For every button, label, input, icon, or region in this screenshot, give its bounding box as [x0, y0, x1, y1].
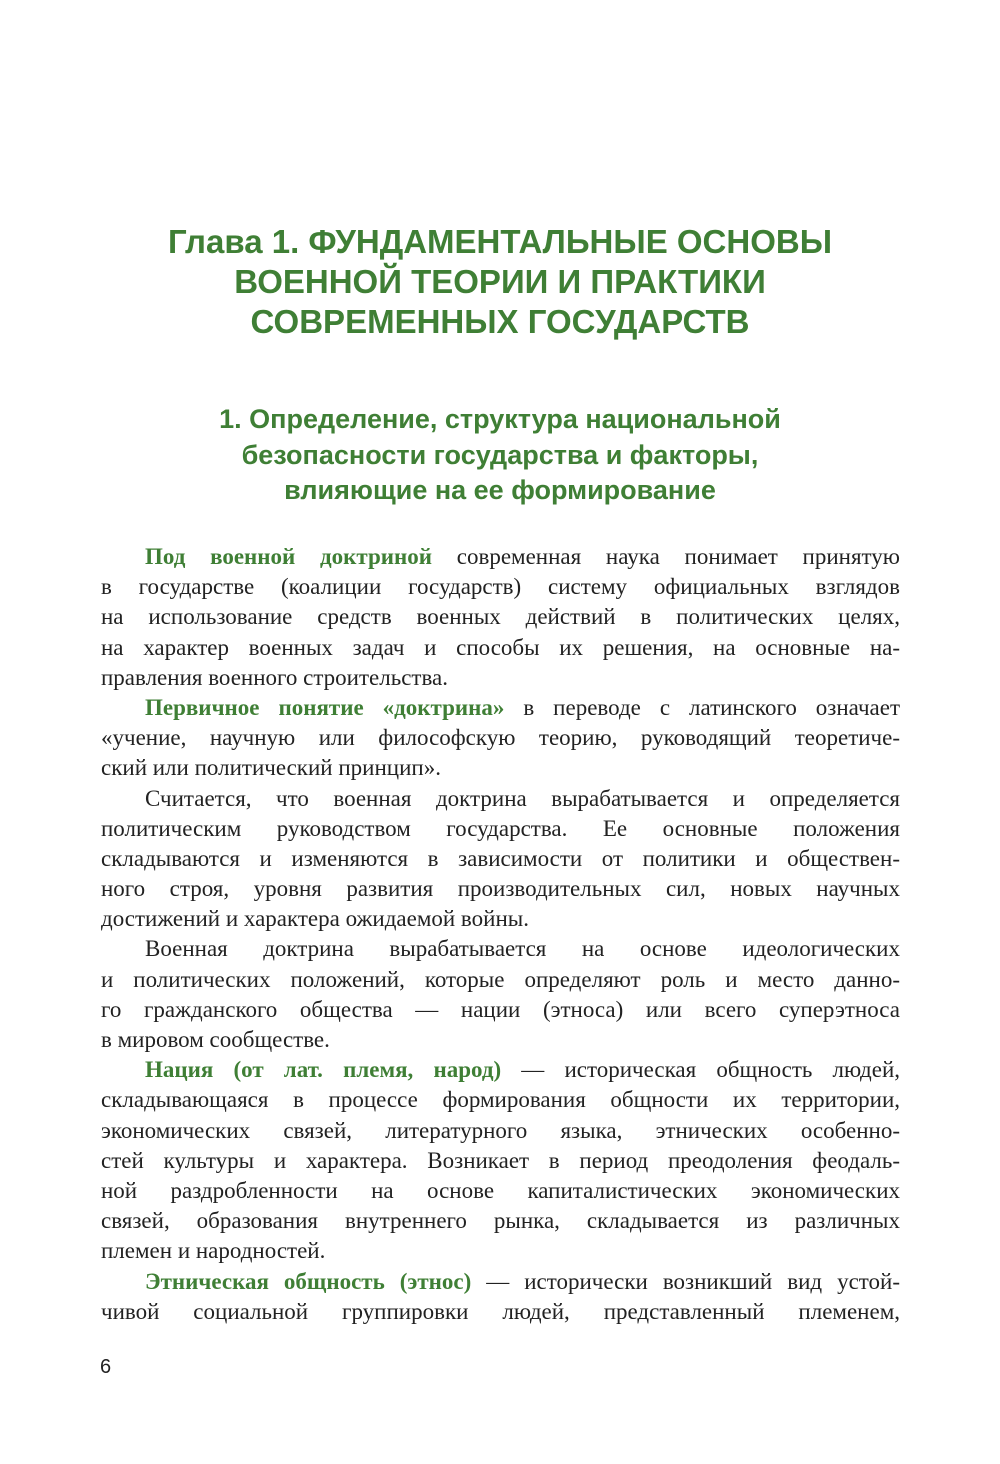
chapter-title — [0, 222, 1000, 342]
line-text: экономических связей, литературного языка, этнических особенно- — [101, 1117, 900, 1143]
line-text: ский или политический принцип». — [101, 755, 441, 781]
text-line — [101, 1206, 900, 1236]
text-line — [101, 934, 900, 964]
text-line — [101, 965, 900, 995]
text-line — [101, 844, 900, 874]
text-line — [101, 633, 900, 663]
line-text: на характер военных задач и способы их решения, на основные на- — [101, 634, 900, 660]
text-line — [101, 904, 900, 934]
paragraph — [101, 934, 900, 1055]
text-line — [101, 753, 900, 783]
line-text: современная наука понимает принятую — [432, 544, 900, 569]
term-highlight: Этническая общность (этнос) — [145, 1268, 472, 1294]
chapter-title-line: Глава 1. ФУНДАМЕНТАЛЬНЫЕ ОСНОВЫ — [167, 223, 833, 260]
line-text: правления военного строительства. — [101, 664, 448, 690]
text-line — [101, 1025, 900, 1055]
line-text: чивой социальной группировки людей, представленный племенем, — [101, 1298, 900, 1324]
paragraph — [101, 784, 900, 935]
line-text: связей, образования внутреннего рынка, складывается из различных — [101, 1208, 900, 1234]
line-text: ной раздробленности на основе капиталистических экономических — [101, 1177, 900, 1203]
section-title — [0, 402, 1000, 509]
line-text: Считается, что военная доктрина вырабатывается и определяется — [145, 785, 900, 811]
paragraph — [101, 693, 900, 784]
text-line — [101, 874, 900, 904]
line-text: политическим руководством государства. Ее основные положения — [101, 815, 900, 841]
line-text: достижений и характера ожидаемой войны. — [101, 906, 529, 932]
section-title-line: безопасности государства и факторы, — [241, 439, 759, 470]
text-line — [101, 1085, 900, 1115]
line-text: в государстве (коалиции государств) систему официальных взглядов — [101, 574, 900, 600]
line-text: ного строя, уровня развития производительных сил, новых научных — [101, 876, 900, 902]
text-line — [101, 693, 900, 723]
text-line — [101, 542, 900, 572]
text-line — [101, 1176, 900, 1206]
term-highlight: Нация (от лат. племя, народ) — [145, 1057, 502, 1083]
body-text — [101, 542, 900, 1327]
line-text: Военная доктрина вырабатывается на основе идеологических — [145, 936, 900, 962]
line-text: — историческая общность людей, — [501, 1057, 900, 1083]
term-highlight: Под военной доктриной — [145, 544, 433, 569]
line-text: на использование средств военных действий в политических целях, — [101, 604, 900, 630]
chapter-title-line: СОВРЕМЕННЫХ ГОСУДАРСТВ — [250, 303, 750, 340]
page-number: 6 — [100, 1356, 112, 1378]
term-highlight: Первичное понятие «доктрина» — [145, 694, 505, 720]
text-line — [101, 1236, 900, 1266]
text-line — [101, 663, 900, 693]
text-line — [101, 723, 900, 753]
line-text: го гражданского общества — нации (этноса) или всего суперэтноса — [101, 996, 900, 1022]
line-text: складываются и изменяются в зависимости от политики и обществен- — [101, 845, 900, 871]
line-text: складывающаяся в процессе формирования общности их территории, — [101, 1087, 900, 1113]
line-text: в переводе с латинского означает — [504, 694, 900, 720]
text-line — [101, 814, 900, 844]
text-line — [101, 1116, 900, 1146]
line-text: стей культуры и характера. Возникает в период преодоления феодаль- — [101, 1147, 900, 1173]
chapter-title-line: ВОЕННОЙ ТЕОРИИ И ПРАКТИКИ — [234, 263, 766, 300]
line-text: «учение, научную или философскую теорию, руководящий теоретиче- — [101, 725, 900, 751]
section-title-line: 1. Определение, структура национальной — [219, 404, 781, 434]
text-line — [101, 602, 900, 632]
line-text: в мировом сообществе. — [101, 1027, 330, 1052]
paragraph — [101, 1055, 900, 1266]
text-line — [101, 1297, 900, 1327]
text-line — [101, 1146, 900, 1176]
text-line — [101, 1267, 900, 1297]
text-line — [101, 1055, 900, 1085]
section-title-line: влияющие на ее формирование — [284, 475, 716, 505]
paragraph — [101, 542, 900, 693]
line-text: племен и народностей. — [101, 1238, 326, 1264]
text-line — [101, 572, 900, 602]
text-line — [101, 784, 900, 814]
paragraph — [101, 1267, 900, 1327]
text-line — [101, 995, 900, 1025]
line-text: и политических положений, которые определяют роль и место данно- — [101, 966, 900, 992]
line-text: — исторически возникший вид устой- — [471, 1268, 900, 1294]
